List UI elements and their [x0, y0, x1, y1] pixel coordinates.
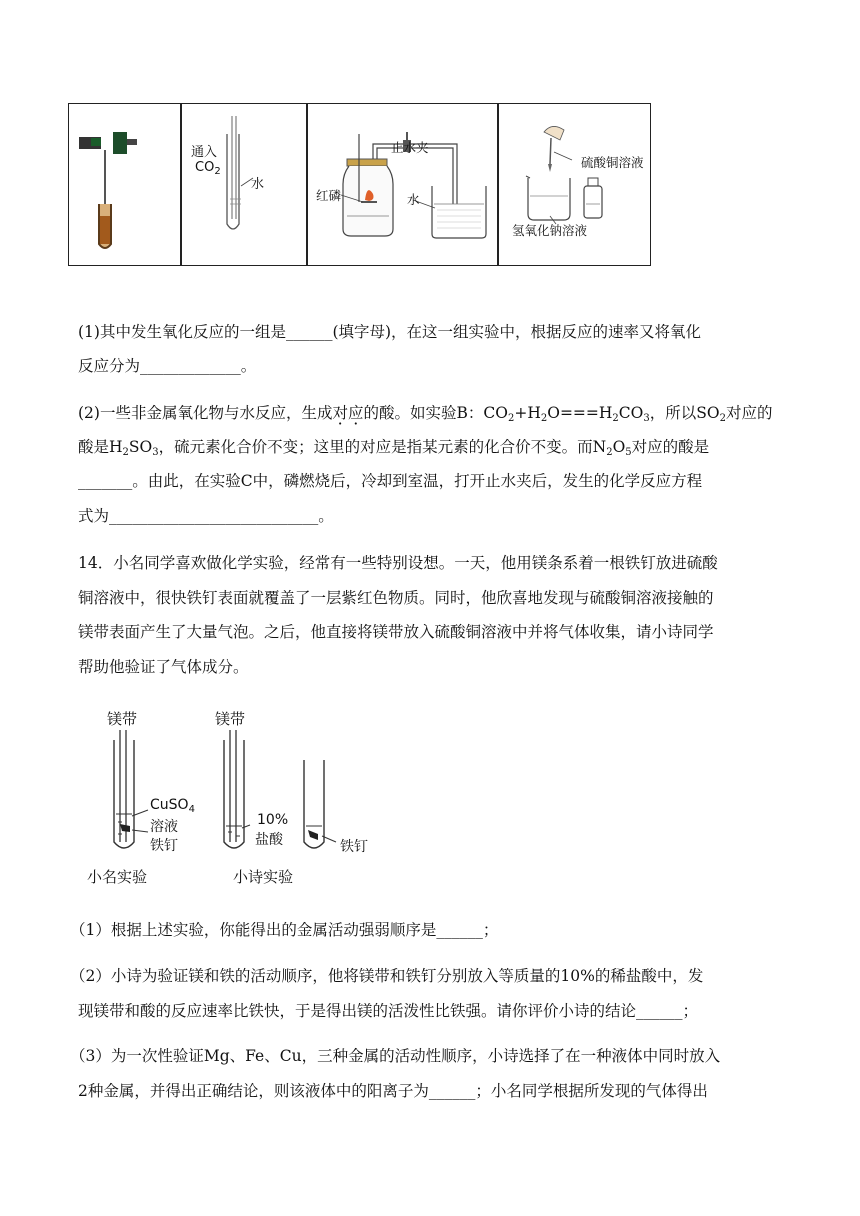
b-label-pass-in: 通入	[191, 145, 218, 160]
q13-part2-line1: (2)一些非金属氧化物与水反应，生成对应的酸。如实验B：$CO_2+H_2O===H_2CO_3$，所以$SO_2$对应的	[78, 404, 773, 424]
fig2-label-mg2: 镁带	[215, 710, 246, 728]
fig2-label-nail1: 铁钉	[150, 838, 178, 854]
q14-part2-line2: 现镁带和酸的反应速率比铁快，于是得出镁的活泼性比铁强。请你评价小诗的结论______；	[78, 1002, 699, 1020]
q13-part2-line2: 酸是$H_2SO_3$，硫元素化合价不变；这里的对应是指某元素的化合价不变。而$N_2O_5$对应的酸是	[78, 438, 710, 458]
b-label-water: 水	[251, 177, 265, 192]
q14-part3-line1: （3）为一次性验证Mg、Fe、Cu，三种金属的活动性顺序，小诗选择了在一种液体中同时放入	[70, 1047, 721, 1065]
experiment-a-figure	[69, 104, 180, 264]
q13-part2-line4: 式为___________________________。	[78, 507, 334, 525]
q14-line4: 帮助他验证了气体成分。	[78, 658, 249, 676]
q13-part2-line3: _______。由此，在实验C中，磷燃烧后，冷却到室温，打开止水夹后，发生的化学反应方程	[78, 472, 703, 490]
fig2-caption-xiaoming: 小名实验	[87, 868, 148, 886]
fig2-caption-xiaoshi: 小诗实验	[233, 868, 294, 886]
q13-part1-line2: 反应分为_____________。	[78, 357, 257, 375]
c-label-phosphorus: 红磷	[316, 188, 342, 203]
test-tube-figure	[100, 730, 380, 865]
q14-part3-line2: 2种金属，并得出正确结论，则该液体中的阳离子为______；小名同学根据所发现的气体得出	[78, 1082, 708, 1100]
fig2-label-cuso4: CuSO$_4$	[150, 797, 195, 815]
c-label-clamp: 止水夹	[391, 140, 429, 155]
fig2-label-hcl: 盐酸	[255, 832, 283, 848]
fig2-label-solution: 溶液	[150, 819, 178, 835]
fig2-label-percent: 10%	[257, 812, 289, 828]
fig2-label-mg1: 镁带	[107, 710, 138, 728]
q14-part1: （1）根据上述实验，你能得出的金属活动强弱顺序是______；	[70, 921, 499, 939]
c-label-water: 水	[407, 192, 420, 207]
fig2-label-nail2: 铁钉	[340, 839, 368, 855]
d-label-naoh: 氢氧化钠溶液	[512, 223, 588, 238]
d-label-cuso4: 硫酸铜溶液	[581, 155, 644, 170]
q14-line2: 铜溶液中，很快铁钉表面就覆盖了一层紫红色物质。同时，他欣喜地发现与硫酸铜溶液接触的	[78, 589, 714, 607]
experiment-b-figure	[181, 104, 306, 264]
b-label-co2: $CO_2$	[195, 160, 221, 177]
experiment-d-figure	[498, 104, 650, 264]
q14-part2-line1: （2）小诗为验证镁和铁的活动顺序，他将镁带和铁钉分别放入等质量的10%的稀盐酸中，发	[70, 967, 704, 985]
q13-part1-line1: (1)其中发生氧化反应的一组是______(填字母)，在这一组实验中，根据反应的速率又将氧化	[78, 323, 702, 341]
q14-line1: 14．小名同学喜欢做化学实验，经常有一些特别设想。一天，他用镁条系着一根铁钉放进硫酸	[78, 554, 718, 572]
q14-line3: 镁带表面产生了大量气泡。之后，他直接将镁带放入硫酸铜溶液中并将气体收集，请小诗同学	[78, 623, 714, 641]
experiment-table	[68, 103, 651, 266]
experiment-c-figure	[307, 104, 497, 264]
